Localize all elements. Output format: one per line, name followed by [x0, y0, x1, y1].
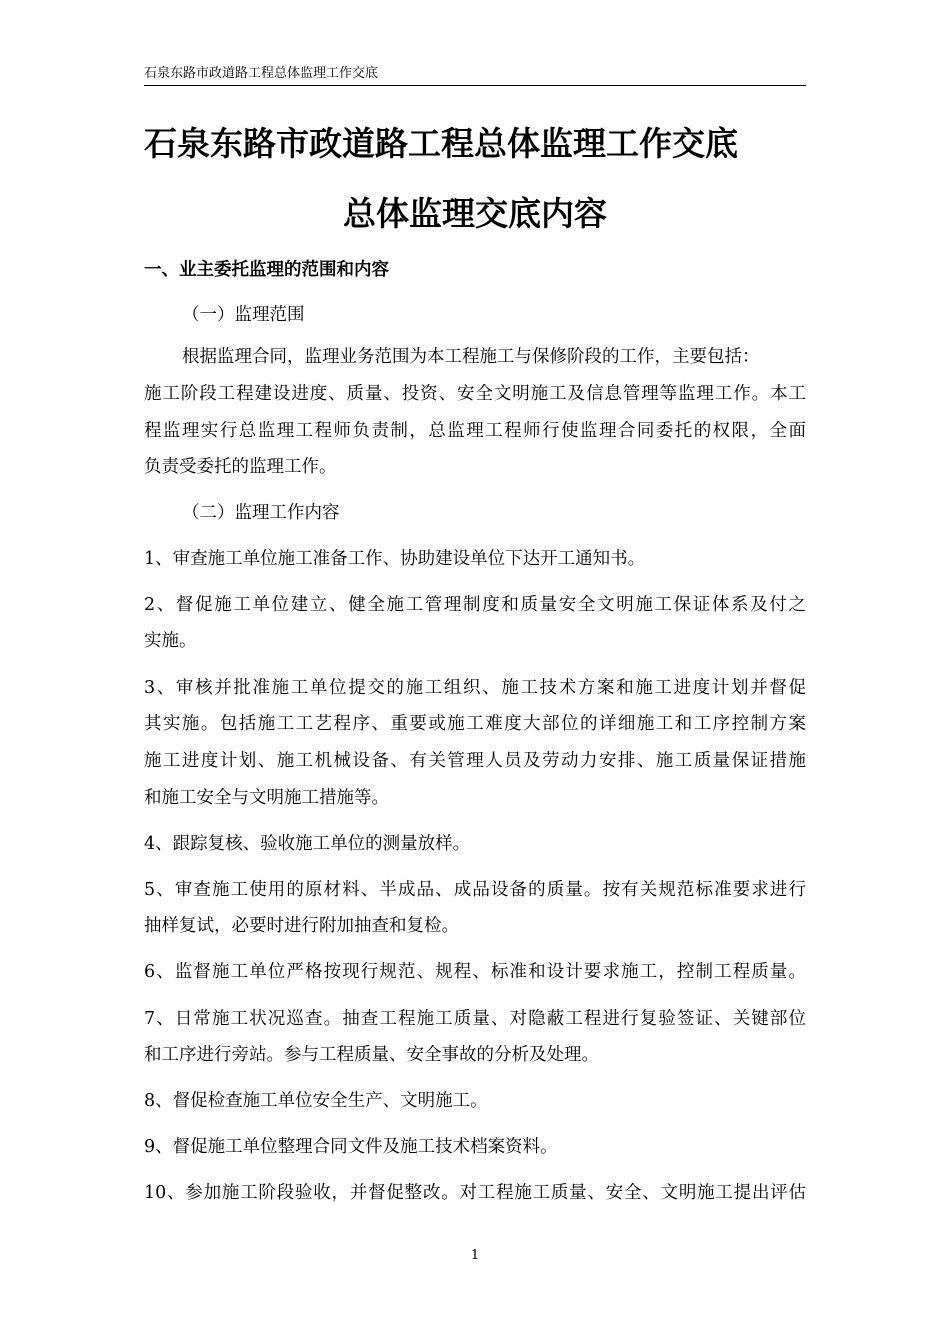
- list-item: 7、日常施工状况巡查。抽查工程施工质量、对隐蔽工程进行复验签证、关键部位: [144, 1009, 806, 1029]
- subsection-heading-work: （二）监理工作内容: [182, 503, 340, 523]
- list-item-continuation: 其实施。包括施工工艺程序、重要或施工难度大部位的详细施工和工序控制方案: [144, 714, 806, 734]
- list-item: 4、跟踪复核、验收施工单位的测量放样。: [144, 834, 471, 854]
- list-item: 2、督促施工单位建立、健全施工管理制度和质量安全文明施工保证体系及付之: [144, 595, 806, 615]
- paragraph-line: 负责受委托的监理工作。: [144, 457, 337, 477]
- paragraph-line: 施工阶段工程建设进度、质量、投资、安全文明施工及信息管理等监理工作。本工: [144, 384, 806, 404]
- running-header: 石泉东路市政道路工程总体监理工作交底: [144, 66, 379, 81]
- list-item: 1、审查施工单位施工准备工作、协助建设单位下达开工通知书。: [144, 549, 646, 569]
- list-item-continuation: 施工进度计划、施工机械设备、有关管理人员及劳动力安排、施工质量保证措施: [144, 751, 806, 771]
- paragraph-line: 程监理实行总监理工程师负责制，总监理工程师行使监理合同委托的权限，全面: [144, 421, 806, 441]
- section-heading: 一、业主委托监理的范围和内容: [144, 260, 389, 280]
- header-divider: [144, 85, 806, 86]
- list-item-continuation: 和工序进行旁站。参与工程质量、安全事故的分析及处理。: [144, 1045, 599, 1065]
- page-number: 1: [470, 1248, 480, 1263]
- list-item: 10、参加施工阶段验收，并督促整改。对工程施工质量、安全、文明施工提出评估: [144, 1183, 806, 1203]
- list-item-continuation: 和施工安全与文明施工措施等。: [144, 788, 389, 808]
- document-subtitle: 总体监理交底内容: [343, 194, 607, 233]
- list-item: 6、监督施工单位严格按现行规范、规程、标准和设计要求施工，控制工程质量。: [144, 962, 806, 982]
- list-item: 3、审核并批准施工单位提交的施工组织、施工技术方案和施工进度计划并督促: [144, 678, 806, 698]
- list-item: 8、督促检查施工单位安全生产、文明施工。: [144, 1091, 488, 1111]
- list-item: 9、督促施工单位整理合同文件及施工技术档案资料。: [144, 1137, 558, 1157]
- list-item-continuation: 抽样复试，必要时进行附加抽查和复检。: [144, 916, 459, 936]
- document-title: 石泉东路市政道路工程总体监理工作交底: [144, 124, 738, 163]
- paragraph-line: 根据监理合同，监理业务范围为本工程施工与保修阶段的工作，主要包括：: [182, 347, 760, 367]
- list-item-continuation: 实施。: [144, 631, 197, 651]
- subsection-heading-scope: （一）监理范围: [182, 305, 305, 325]
- list-item: 5、审查施工使用的原材料、半成品、成品设备的质量。按有关规范标准要求进行: [144, 880, 806, 900]
